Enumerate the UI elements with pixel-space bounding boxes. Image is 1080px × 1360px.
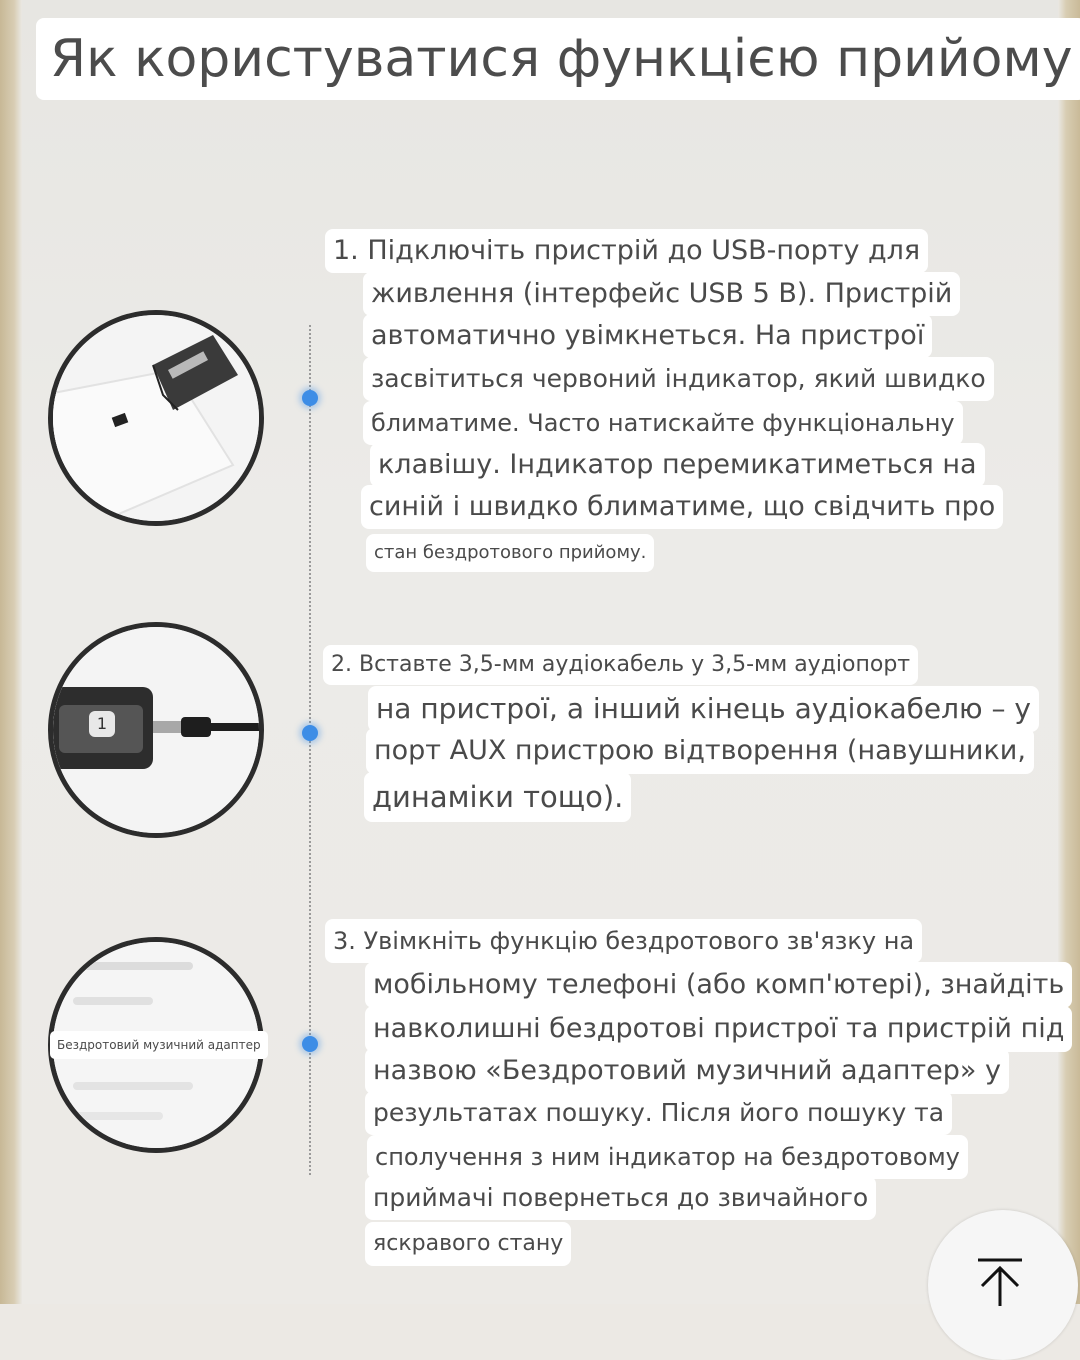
timeline-dot-1: [302, 390, 318, 406]
step-2-line: на пристрої, а інший кінець аудіокабелю – у: [368, 686, 1039, 732]
step-1-line: живлення (інтерфейс USB 5 В). Пристрій: [363, 272, 960, 316]
scroll-to-top-button[interactable]: [928, 1210, 1078, 1360]
audio-cable-image: [48, 622, 264, 838]
step-2-line: порт AUX пристрою відтворення (навушники,: [366, 728, 1034, 774]
step-3-line: 3. Увімкніть функцію бездротового зв'язку на: [325, 919, 922, 963]
device-name-label: Бездротовий музичний адаптер: [50, 1031, 268, 1059]
step-3-line: приймачі повернеться до звичайного: [365, 1176, 876, 1220]
arrow-up-to-top-icon: [974, 1254, 1026, 1306]
port-number-badge: 1: [89, 711, 115, 737]
step-2-line: 2. Вставте 3,5-мм аудіокабель у 3,5-мм аудіопорт: [323, 645, 918, 685]
step-3-line: навколишні бездротові пристрої та пристрій під: [365, 1006, 1072, 1052]
step-3-line: сполучення з ним індикатор на бездротовому: [367, 1135, 968, 1179]
step-1-line: автоматично увімкнеться. На пристрої: [363, 314, 932, 358]
step-3-line: результатах пошуку. Після його пошуку та: [365, 1091, 952, 1135]
step-1-line: блиматиме. Часто натискайте функціональну: [363, 401, 963, 445]
timeline-dot-3: [302, 1036, 318, 1052]
step-1-line: клавішу. Індикатор перемикатиметься на: [370, 443, 985, 487]
usb-adapter-icon: [53, 315, 259, 521]
step-3-line: мобільному телефоні (або комп'ютері), знайдіть: [365, 962, 1072, 1008]
step-1-line: стан бездротового прийому.: [366, 534, 654, 572]
audio-jack-icon: [53, 627, 259, 833]
usb-device-image: [48, 310, 264, 526]
step-3-line: назвою «Бездротовий музичний адаптер» у: [365, 1048, 1009, 1094]
step-3-line: яскравого стану: [365, 1222, 571, 1266]
page-title: Як користуватися функцією прийому: [36, 18, 1080, 100]
step-1-line: синій і швидко блиматиме, що свідчить про: [361, 485, 1003, 529]
step-2-line: динаміки тощо).: [364, 772, 631, 822]
step-1-line: засвітиться червоний індикатор, який швидко: [363, 357, 994, 401]
step-1-line: 1. Підключіть пристрій до USB-порту для: [325, 229, 928, 273]
timeline-dot-2: [302, 725, 318, 741]
